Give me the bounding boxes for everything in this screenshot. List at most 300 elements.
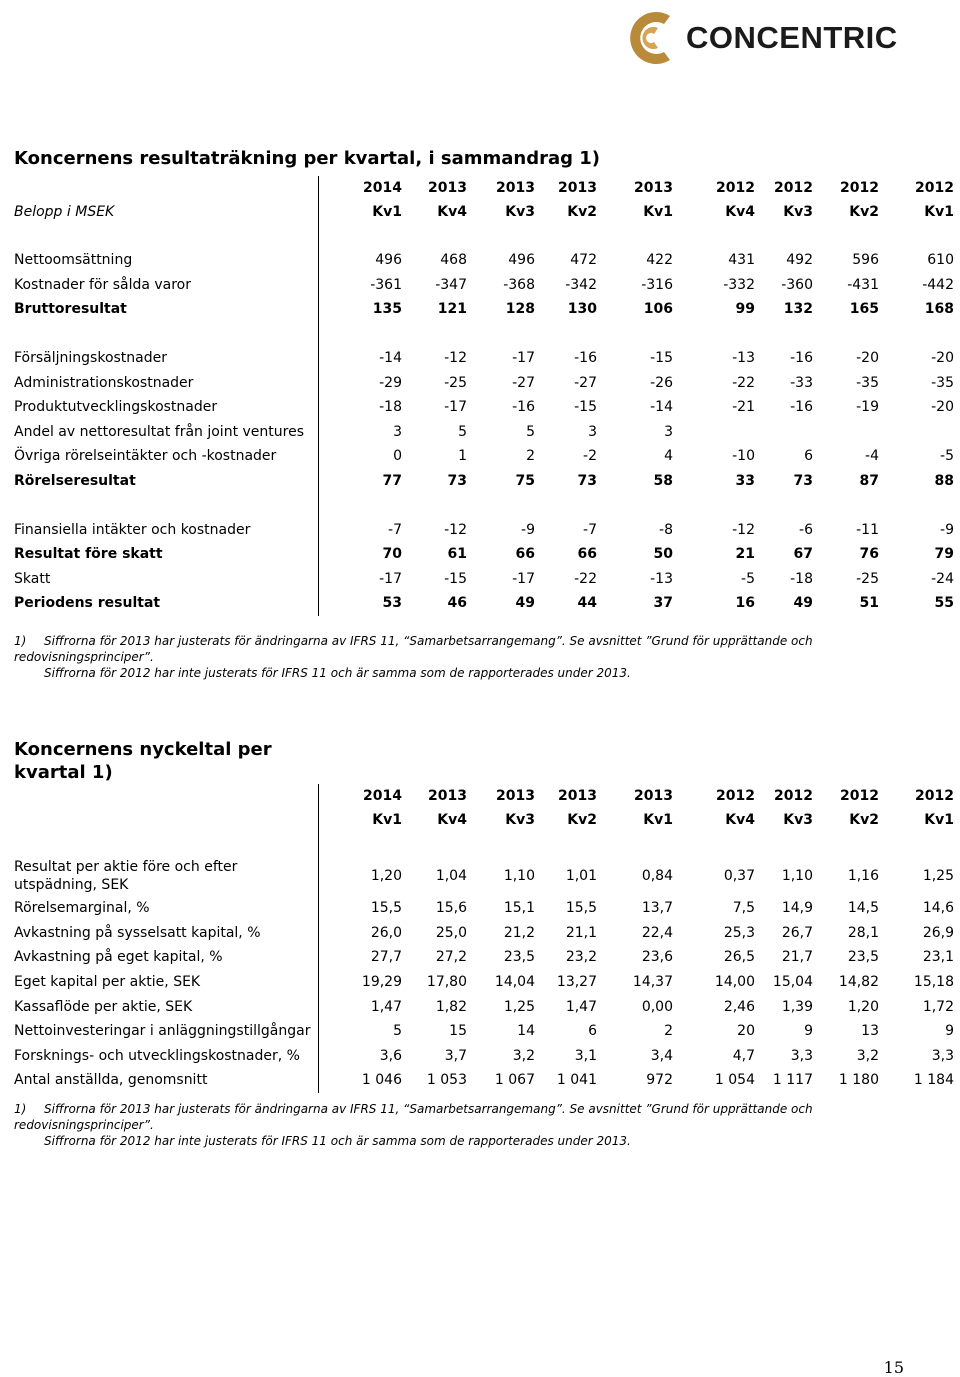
cell-value: 14,04 (494, 974, 535, 991)
cell-value: 1 046 (318, 1068, 406, 1093)
cell-value: Kv4 (725, 204, 755, 220)
table-row (12, 395, 958, 420)
cell-value: 1,10 (781, 868, 813, 884)
cell-value: 27,7 (318, 945, 406, 970)
cell-value: 132 (783, 301, 813, 318)
table-row (12, 994, 958, 1019)
cell-value: 3,2 (512, 1047, 535, 1064)
cell-value: 2013 (428, 180, 467, 196)
cell-value: 87 (859, 473, 879, 490)
spacer-row (12, 322, 958, 346)
cell-value: 1 180 (838, 1072, 879, 1089)
footnote-line-1: Siffrorna för 2013 har justerats för ändringarna av IFRS 11, “Samarbetsarrangemang”. Se avsnittet ”Grund för upprättande och redovisningsprinciper”. (14, 634, 813, 664)
cell-value: -16 (574, 350, 597, 367)
brand-name: CONCENTRIC (686, 20, 898, 55)
cell-value: 2 (526, 448, 535, 465)
row-label (12, 591, 318, 616)
cell-value: -17 (318, 567, 406, 592)
row-label (12, 1044, 318, 1069)
cell-value: -27 (574, 374, 597, 391)
cell-value: 2012 (716, 788, 755, 804)
row-label (12, 248, 318, 273)
cell-value: 168 (924, 301, 954, 318)
cell-value: 70 (318, 542, 406, 567)
cell-value: 23,6 (641, 949, 673, 966)
table-row (12, 420, 958, 445)
header-years-row (12, 784, 958, 808)
cell-value: 3,1 (574, 1047, 597, 1064)
cell-value: -25 (444, 374, 467, 391)
cell-value: Kv4 (437, 204, 467, 220)
cell-value: 2012 (716, 180, 755, 196)
table-row (12, 273, 958, 298)
row-label (12, 176, 318, 200)
cell-value: 13 (861, 1023, 879, 1040)
cell-value: 66 (577, 546, 597, 563)
cell-value: -21 (732, 399, 755, 416)
row-label (12, 896, 318, 921)
cell-value: 23,1 (922, 949, 954, 966)
footnote-marker: 1) (14, 634, 27, 648)
cell-value: 596 (852, 252, 879, 269)
cell-value: 14,00 (714, 974, 755, 991)
cell-value: 73 (577, 473, 597, 490)
row-label-line: Försäljningskostnader (14, 350, 168, 367)
cell-value: 23,5 (503, 949, 535, 966)
cell-value: -332 (723, 276, 755, 293)
cell-value: Kv1 (643, 204, 673, 220)
kpi-table (12, 784, 959, 1093)
cell-value: 2014 (318, 784, 406, 808)
cell-value: 1,04 (435, 868, 467, 884)
cell-value: 135 (318, 297, 406, 322)
row-label (12, 1068, 318, 1093)
cell-value: 15 (449, 1023, 467, 1040)
cell-value: 99 (735, 301, 755, 318)
cell-value (677, 420, 759, 445)
row-label-line: Produktutvecklingskostnader (14, 399, 218, 416)
footnote-line-1: Siffrorna för 2013 har justerats för ändringarna av IFRS 11, “Samarbetsarrangemang”. Se avsnittet ”Grund för upprättande och redovisningsprinciper”. (14, 1102, 813, 1132)
cell-value: 2013 (496, 788, 535, 804)
cell-value: -35 (856, 374, 879, 391)
row-label (12, 273, 318, 298)
cell-value: -7 (318, 517, 406, 542)
table-row (12, 567, 958, 592)
cell-value: 19,29 (318, 970, 406, 995)
company-logo (624, 6, 954, 70)
cell-value: 1,25 (503, 998, 535, 1015)
cell-value: 14,9 (781, 900, 813, 917)
kpi-title-line-2: kvartal 1) (14, 762, 113, 783)
cell-value: 15,04 (772, 974, 813, 991)
cell-value: -20 (931, 399, 954, 416)
row-label (12, 970, 318, 995)
cell-value: 106 (643, 301, 673, 318)
row-label (12, 517, 318, 542)
cell-value: -19 (856, 399, 879, 416)
header-quarters-row (12, 200, 958, 224)
cell-value: 2012 (915, 788, 954, 804)
cell-value: 15,5 (565, 900, 597, 917)
cell-value: 3,2 (856, 1047, 879, 1064)
row-label (12, 1019, 318, 1044)
cell-value: -22 (574, 570, 597, 587)
row-label (12, 444, 318, 469)
cell-value: -12 (444, 521, 467, 538)
cell-value: Kv1 (924, 204, 954, 220)
cell-value: 3,7 (444, 1047, 467, 1064)
cell-value: -5 (940, 448, 954, 465)
cell-value: -16 (790, 399, 813, 416)
cell-value: 0,84 (641, 868, 673, 884)
cell-value: 128 (505, 301, 535, 318)
cell-value: 1,20 (318, 856, 406, 896)
row-label-line: Forsknings- och utvecklingskostnader, % (14, 1047, 300, 1064)
row-label-line: Periodens resultat (14, 595, 161, 612)
cell-value: 73 (793, 473, 813, 490)
row-label-line: utspädning, SEK (14, 877, 129, 893)
cell-value: -360 (781, 276, 813, 293)
row-label (12, 994, 318, 1019)
cell-value: 972 (646, 1072, 673, 1089)
table-row (12, 1019, 958, 1044)
cell-value: 88 (934, 473, 954, 490)
table-row (12, 542, 958, 567)
row-label-line: Antal anställda, genomsnitt (14, 1072, 208, 1089)
cell-value: 2012 (774, 180, 813, 196)
cell-value: 2012 (840, 788, 879, 804)
cell-value: 26,9 (922, 924, 954, 941)
cell-value: Kv1 (924, 812, 954, 828)
cell-value: 25,0 (435, 924, 467, 941)
cell-value: 77 (318, 469, 406, 494)
cell-value: 14 (517, 1023, 535, 1040)
cell-value: -11 (856, 521, 879, 538)
cell-value: 26,0 (318, 921, 406, 946)
cell-value: 15,18 (913, 974, 954, 991)
cell-value: 14,5 (847, 900, 879, 917)
cell-value: 23,2 (565, 949, 597, 966)
cell-value: Kv1 (318, 200, 406, 224)
table-row (12, 370, 958, 395)
cell-value: 17,80 (426, 974, 467, 991)
cell-value: 23,5 (847, 949, 879, 966)
cell-value: -15 (574, 399, 597, 416)
cell-value: 121 (437, 301, 467, 318)
cell-value: 5 (318, 1019, 406, 1044)
cell-value: 2013 (558, 180, 597, 196)
row-label-line: Finansiella intäkter och kostnader (14, 521, 251, 538)
cell-value: Kv4 (725, 812, 755, 828)
row-label (12, 808, 318, 832)
cell-value: -20 (856, 350, 879, 367)
row-label-line: Resultat före skatt (14, 546, 163, 563)
row-label (12, 297, 318, 322)
cell-value: 3 (588, 423, 597, 440)
cell-value: 20 (737, 1023, 755, 1040)
cell-value: 610 (927, 252, 954, 269)
cell-value: -25 (856, 570, 879, 587)
table-row (12, 921, 958, 946)
cell-value: -33 (790, 374, 813, 391)
cell-value: 79 (934, 546, 954, 563)
cell-value: 1 067 (494, 1072, 535, 1089)
cell-value: 5 (526, 423, 535, 440)
row-label-line: Nettoinvesteringar i anläggningstillgångar (14, 1023, 311, 1040)
cell-value: 44 (577, 595, 597, 612)
row-label-line: Avkastning på sysselsatt kapital, % (14, 924, 261, 941)
cell-value: -17 (512, 350, 535, 367)
cell-value: 55 (934, 595, 954, 612)
cell-value: 15,1 (503, 900, 535, 917)
cell-value: Kv3 (505, 204, 535, 220)
cell-value: 33 (735, 473, 755, 490)
cell-value: 3 (318, 420, 406, 445)
cell-value: 15,6 (435, 900, 467, 917)
cell-value: -361 (318, 273, 406, 298)
cell-value: 130 (567, 301, 597, 318)
cell-value: 2013 (634, 180, 673, 196)
cell-value: -12 (444, 350, 467, 367)
table-row (12, 896, 958, 921)
cell-value: 2012 (840, 180, 879, 196)
cell-value: 2012 (915, 180, 954, 196)
row-label (12, 370, 318, 395)
cell-value: 3,4 (650, 1047, 673, 1064)
cell-value: Kv2 (567, 204, 597, 220)
cell-value: -8 (659, 521, 673, 538)
spacer-row (12, 224, 958, 248)
table-row (12, 248, 958, 273)
cell-value: 468 (440, 252, 467, 269)
cell-value: Kv2 (849, 812, 879, 828)
cell-value: 21,2 (503, 924, 535, 941)
table-row (12, 1068, 958, 1093)
cell-value: 67 (793, 546, 813, 563)
cell-value: -24 (931, 570, 954, 587)
table-row (12, 945, 958, 970)
footnote-line-2: Siffrorna för 2012 har inte justerats för IFRS 11 och är samma som de rapporterades under 2013. (44, 666, 631, 680)
cell-value: Kv2 (567, 812, 597, 828)
kpi-title-line-1: Koncernens nyckeltal per (14, 739, 272, 760)
cell-value: 496 (508, 252, 535, 269)
cell-value: 37 (653, 595, 673, 612)
cell-value: 496 (318, 248, 406, 273)
cell-value: -5 (741, 570, 755, 587)
cell-value: -17 (444, 399, 467, 416)
cell-value: -4 (865, 448, 879, 465)
table-row (12, 517, 958, 542)
cell-value: 50 (653, 546, 673, 563)
cell-value: Kv4 (437, 812, 467, 828)
cell-value: 3,6 (318, 1044, 406, 1069)
cell-value: 46 (447, 595, 467, 612)
row-label-line: Bruttoresultat (14, 301, 127, 318)
cell-value: -15 (650, 350, 673, 367)
cell-value: 9 (945, 1023, 954, 1040)
cell-value: 1 054 (714, 1072, 755, 1089)
cell-value: 1 117 (772, 1072, 813, 1089)
cell-value: 431 (728, 252, 755, 269)
cell-value: 1,39 (781, 998, 813, 1015)
page-number: 15 (883, 1358, 904, 1377)
cell-value: Kv3 (783, 204, 813, 220)
cell-value: Kv3 (783, 812, 813, 828)
cell-value: 14,37 (632, 974, 673, 991)
concentric-logo-icon (624, 8, 684, 68)
row-label-line: Administrationskostnader (14, 374, 194, 391)
cell-value: 22,4 (641, 924, 673, 941)
kpi-title (14, 738, 272, 784)
cell-value: -18 (318, 395, 406, 420)
row-label-line: Rörelseresultat (14, 473, 136, 490)
header-quarters-row (12, 808, 958, 832)
cell-value: 1,01 (565, 868, 597, 884)
cell-value: -10 (732, 448, 755, 465)
cell-value: -316 (641, 276, 673, 293)
cell-value: -431 (847, 276, 879, 293)
header-years-row (12, 176, 958, 200)
row-label-line: Kostnader för sålda varor (14, 276, 192, 293)
cell-value: -9 (940, 521, 954, 538)
cell-value: 422 (646, 252, 673, 269)
cell-value: 2 (664, 1023, 673, 1040)
row-label-line: Eget kapital per aktie, SEK (14, 974, 201, 991)
cell-value (759, 420, 817, 445)
spacer-row (12, 493, 958, 517)
cell-value: -7 (583, 521, 597, 538)
row-label-line: Övriga rörelseintäkter och -kostnader (14, 448, 277, 465)
row-label (12, 567, 318, 592)
income-statement-table (12, 176, 959, 616)
cell-value (883, 420, 958, 445)
cell-value: -20 (931, 350, 954, 367)
cell-value: -12 (732, 521, 755, 538)
cell-value: 26,5 (723, 949, 755, 966)
cell-value: 6 (588, 1023, 597, 1040)
cell-value: -9 (521, 521, 535, 538)
table-row (12, 1044, 958, 1069)
footnote-line-2: Siffrorna för 2012 har inte justerats för IFRS 11 och är samma som de rapporterades under 2013. (44, 1134, 631, 1148)
cell-value: -18 (790, 570, 813, 587)
cell-value: 1,16 (847, 868, 879, 884)
row-label-line: Kassaflöde per aktie, SEK (14, 998, 193, 1015)
cell-value: 5 (458, 423, 467, 440)
cell-value: 73 (447, 473, 467, 490)
cell-value: -17 (512, 570, 535, 587)
cell-value: -442 (922, 276, 954, 293)
cell-value: 0,37 (723, 868, 755, 884)
cell-value: 1 041 (556, 1072, 597, 1089)
cell-value: Kv3 (505, 812, 535, 828)
cell-value (817, 420, 883, 445)
kpi-footnote (14, 1101, 954, 1149)
cell-value: 1,82 (435, 998, 467, 1015)
cell-value: 2014 (318, 176, 406, 200)
cell-value: -22 (732, 374, 755, 391)
cell-value: 3,3 (790, 1047, 813, 1064)
cell-value: -6 (799, 521, 813, 538)
cell-value: 75 (515, 473, 535, 490)
table-row (12, 469, 958, 494)
cell-value: 21 (735, 546, 755, 563)
cell-value: 53 (318, 591, 406, 616)
cell-value: 14,6 (922, 900, 954, 917)
table-row (12, 856, 958, 896)
cell-value: Kv2 (849, 204, 879, 220)
cell-value: -35 (931, 374, 954, 391)
row-label (12, 200, 318, 224)
cell-value: 21,1 (565, 924, 597, 941)
cell-value: 0 (318, 444, 406, 469)
row-label-line: Resultat per aktie före och efter (14, 859, 238, 875)
cell-value: 49 (793, 595, 813, 612)
cell-value: 61 (447, 546, 467, 563)
row-label-line: Avkastning på eget kapital, % (14, 949, 223, 966)
row-label (12, 469, 318, 494)
footnote-marker: 1) (14, 1102, 27, 1116)
cell-value: 1,47 (318, 994, 406, 1019)
cell-value: -13 (650, 570, 673, 587)
spacer-row (12, 832, 958, 856)
row-label (12, 921, 318, 946)
cell-value: 13,27 (556, 974, 597, 991)
cell-value: 1 053 (426, 1072, 467, 1089)
table-row (12, 970, 958, 995)
cell-value: 25,3 (723, 924, 755, 941)
cell-value: 21,7 (781, 949, 813, 966)
cell-value: -16 (512, 399, 535, 416)
cell-value: -13 (732, 350, 755, 367)
row-label (12, 784, 318, 808)
cell-value: -368 (503, 276, 535, 293)
cell-value: 13,7 (641, 900, 673, 917)
cell-value: 9 (804, 1023, 813, 1040)
table-row (12, 346, 958, 371)
cell-value: 7,5 (732, 900, 755, 917)
cell-value: 6 (804, 448, 813, 465)
table-row (12, 591, 958, 616)
row-label-line: Nettoomsättning (14, 252, 133, 269)
cell-value: 1,72 (922, 998, 954, 1015)
income-statement-title: Koncernens resultaträkning per kvartal, i sammandrag 1) (14, 148, 601, 169)
row-label (12, 945, 318, 970)
cell-value: 58 (653, 473, 673, 490)
cell-value: 2013 (634, 788, 673, 804)
cell-value: -15 (444, 570, 467, 587)
cell-value: 27,2 (435, 949, 467, 966)
cell-value: 1,20 (847, 998, 879, 1015)
row-label-line: Andel av nettoresultat från joint ventures (14, 423, 304, 440)
cell-value: 76 (859, 546, 879, 563)
cell-value: 4 (664, 448, 673, 465)
cell-value: 28,1 (847, 924, 879, 941)
cell-value: 49 (515, 595, 535, 612)
row-label (12, 395, 318, 420)
cell-value: 3 (664, 423, 673, 440)
table-row (12, 444, 958, 469)
cell-value: 2013 (558, 788, 597, 804)
cell-value: 492 (786, 252, 813, 269)
cell-value: -26 (650, 374, 673, 391)
cell-value: 26,7 (781, 924, 813, 941)
cell-value: -14 (318, 346, 406, 371)
table-row (12, 297, 958, 322)
cell-value: -342 (565, 276, 597, 293)
cell-value: 2013 (496, 180, 535, 196)
cell-value: 2012 (774, 788, 813, 804)
income-footnote (14, 633, 954, 681)
